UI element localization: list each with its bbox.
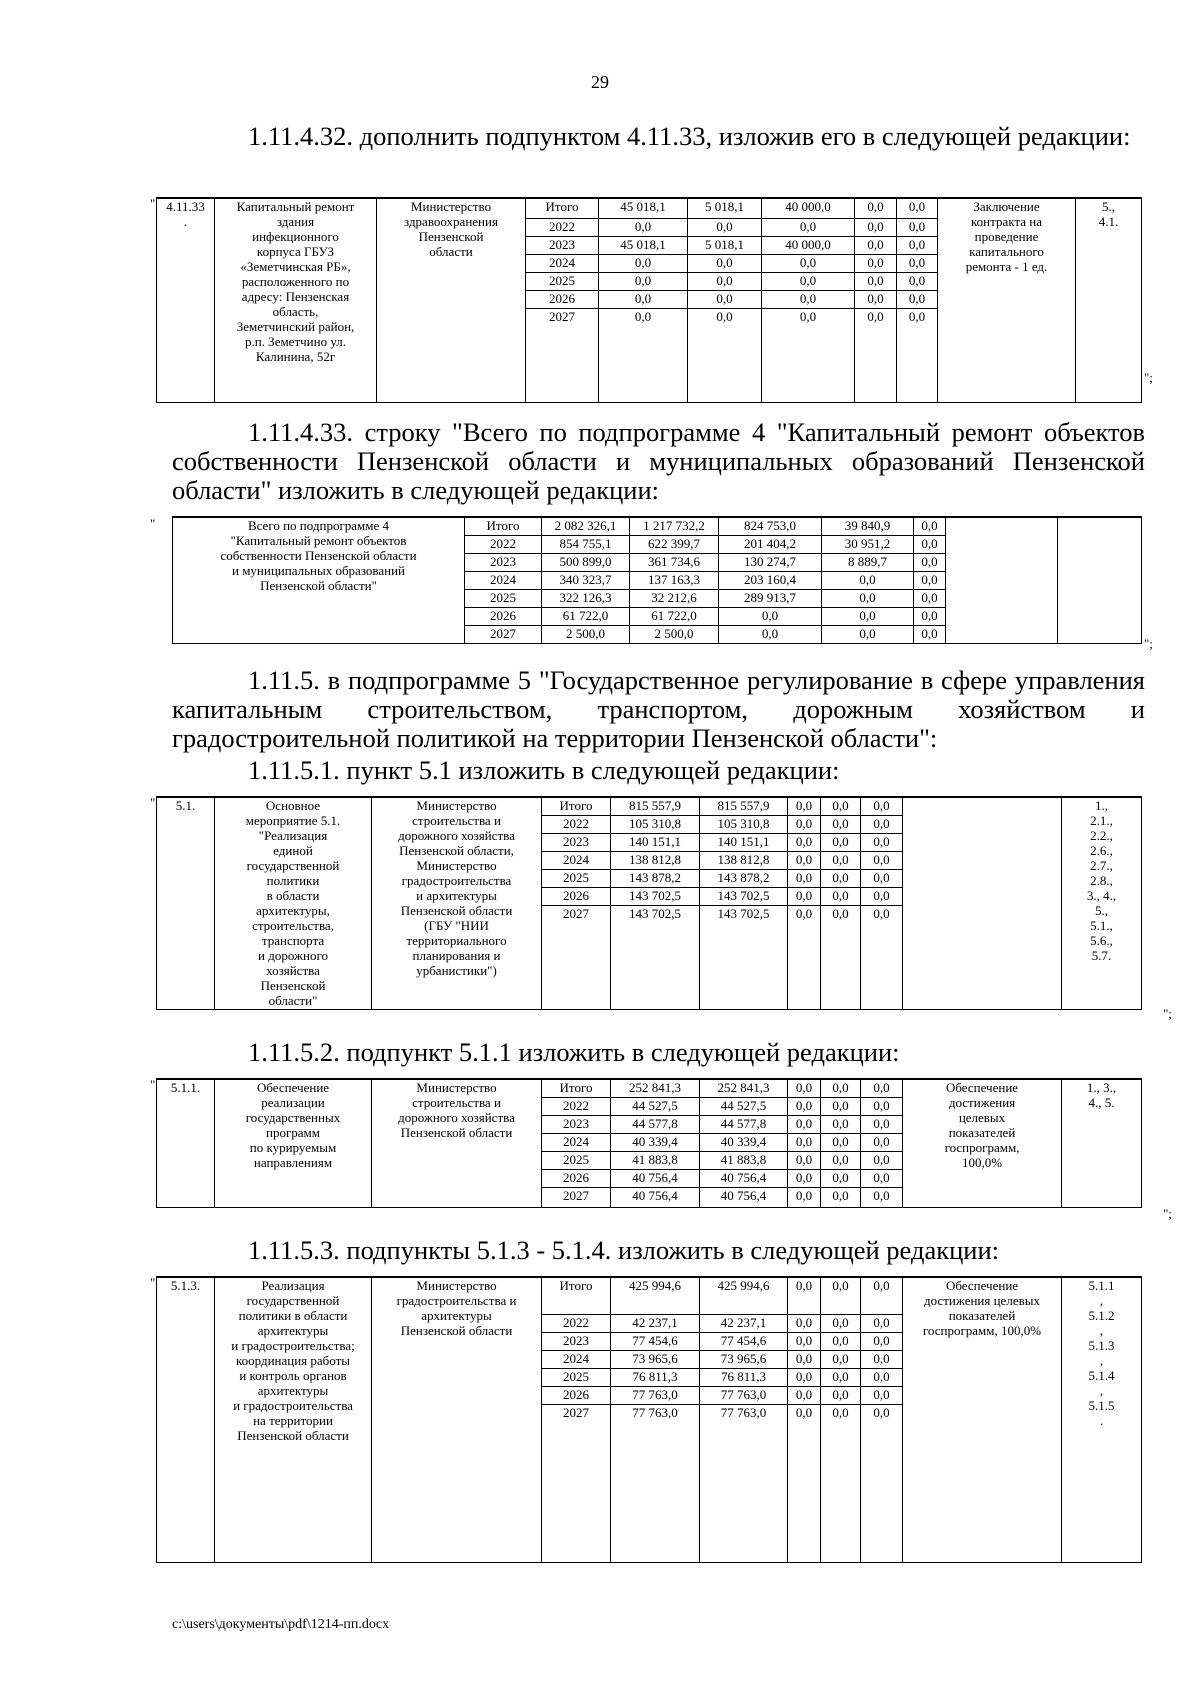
year-cell: 2025	[542, 1151, 611, 1169]
federal-budget-cell: 0,0	[788, 869, 821, 887]
total-cell: 425 994,6	[611, 1277, 700, 1314]
other-sources-cell: 0,0	[861, 1187, 903, 1207]
regional-budget-cell: 425 994,6	[700, 1277, 788, 1314]
municipal-budget-cell: 0,0	[821, 1314, 861, 1332]
municipal-budget-cell: 0,0	[855, 290, 897, 308]
year-cell: 2024	[526, 254, 599, 272]
year-cell: 2026	[526, 290, 599, 308]
footer-file-path: c:\users\документы\pdf\1214-пп.docx	[172, 1617, 390, 1632]
quote-open: "	[150, 795, 156, 810]
federal-budget-cell: 0,0	[788, 1133, 821, 1151]
regional-budget-cell: 252 841,3	[700, 1079, 788, 1097]
paragraph-text: 1.11.5.3. подпункты 5.1.3 - 5.1.4. изложить в следующей редакции:	[248, 1235, 999, 1265]
empty-result-cell	[946, 517, 1058, 643]
municipal-budget-cell: 8 889,7	[822, 553, 914, 571]
total-cell: 73 965,6	[611, 1350, 700, 1368]
regional-budget-cell: 42 237,1	[700, 1314, 788, 1332]
other-sources-cell: 0,0	[861, 851, 903, 869]
item-number: 5.1.3.	[157, 1277, 215, 1562]
regional-budget-cell: 44 577,8	[700, 1115, 788, 1133]
federal-budget-cell: 0,0	[762, 272, 855, 290]
empty-indicator-cell	[1058, 517, 1142, 643]
total-cell: 44 577,8	[611, 1115, 700, 1133]
total-cell: 77 454,6	[611, 1332, 700, 1350]
other-sources-cell: 0,0	[861, 1368, 903, 1386]
other-sources-cell: 0,0	[914, 535, 946, 553]
other-sources-cell: 0,0	[861, 1097, 903, 1115]
year-cell: 2024	[542, 851, 611, 869]
target-indicator-ref: 1., 3., 4., 5.	[1062, 1079, 1142, 1207]
item-name: Капитальный ремонт здания инфекционного корпуса ГБУЗ «Земетчинская РБ», расположенного по адресу: Пензенская область, Земетчинский район, р.п. Земетчино ул. Калинина, 52г	[215, 198, 377, 402]
regional-budget-cell: 137 163,3	[630, 571, 719, 589]
total-cell: 0,0	[599, 254, 688, 272]
other-sources-cell: 0,0	[861, 815, 903, 833]
municipal-budget-cell: 0,0	[821, 1079, 861, 1097]
paragraph-1-11-5-2	[172, 1038, 1145, 1067]
result-indicator: Обеспечение достижения целевых показателей госпрограмм, 100,0%	[903, 1079, 1062, 1207]
table-row	[157, 1079, 1142, 1097]
page-number: 29	[591, 72, 609, 92]
table-row	[157, 198, 1142, 218]
result-indicator: Заключение контракта на проведение капитального ремонта - 1 ед.	[938, 198, 1076, 402]
total-cell: 40 756,4	[611, 1187, 700, 1207]
total-cell: 143 702,5	[611, 887, 700, 905]
total-cell: 2 082 326,1	[542, 517, 630, 535]
federal-budget-cell: 40 000,0	[762, 198, 855, 218]
year-cell: 2027	[542, 1404, 611, 1562]
total-cell: 252 841,3	[611, 1079, 700, 1097]
municipal-budget-cell: 0,0	[821, 833, 861, 851]
municipal-budget-cell: 0,0	[821, 1277, 861, 1314]
federal-budget-cell: 0,0	[788, 815, 821, 833]
paragraph-text: 1.11.4.33. строку "Всего по подпрограмме 4 "Капитальный ремонт объектов собственности Пензенской области и муниципальных образований Пензенской области" изложить в следующей редакции:	[172, 417, 1145, 505]
year-cell: 2027	[542, 905, 611, 1009]
year-cell: 2025	[465, 589, 542, 607]
total-cell: 500 899,0	[542, 553, 630, 571]
federal-budget-cell: 0,0	[788, 833, 821, 851]
year-cell: 2025	[542, 1368, 611, 1386]
federal-budget-cell: 0,0	[762, 308, 855, 402]
municipal-budget-cell: 0,0	[821, 1151, 861, 1169]
year-cell: 2025	[526, 272, 599, 290]
regional-budget-cell: 40 756,4	[700, 1187, 788, 1207]
municipal-budget-cell: 0,0	[822, 607, 914, 625]
regional-budget-cell: 41 883,8	[700, 1151, 788, 1169]
total-cell: 40 756,4	[611, 1169, 700, 1187]
regional-budget-cell: 622 399,7	[630, 535, 719, 553]
year-cell: 2024	[542, 1133, 611, 1151]
total-cell: 322 126,3	[542, 589, 630, 607]
total-cell: 42 237,1	[611, 1314, 700, 1332]
federal-budget-cell: 0,0	[788, 1169, 821, 1187]
total-cell: 143 702,5	[611, 905, 700, 1009]
table-row	[173, 517, 1142, 535]
year-cell: 2022	[542, 1314, 611, 1332]
total-cell: 61 722,0	[542, 607, 630, 625]
table-4-11-33	[156, 197, 1142, 403]
other-sources-cell: 0,0	[861, 1404, 903, 1562]
regional-budget-cell: 138 812,8	[700, 851, 788, 869]
municipal-budget-cell: 0,0	[821, 1187, 861, 1207]
table-row	[157, 797, 1142, 815]
table-5-1	[156, 796, 1142, 1010]
year-cell: 2023	[542, 1332, 611, 1350]
municipal-budget-cell: 0,0	[821, 1169, 861, 1187]
paragraph-1-11-5-1	[172, 756, 1145, 785]
federal-budget-cell: 0,0	[762, 254, 855, 272]
municipal-budget-cell: 0,0	[821, 1404, 861, 1562]
total-cell: 105 310,8	[611, 815, 700, 833]
other-sources-cell: 0,0	[861, 1151, 903, 1169]
federal-budget-cell: 0,0	[788, 905, 821, 1009]
other-sources-cell: 0,0	[861, 1277, 903, 1314]
subprogram-total-name: Всего по подпрограмме 4 "Капитальный ремонт объектов собственности Пензенской области и муниципальных образований Пензенской области"	[173, 517, 465, 643]
federal-budget-cell: 0,0	[788, 851, 821, 869]
federal-budget-cell: 0,0	[719, 625, 822, 643]
regional-budget-cell: 77 454,6	[700, 1332, 788, 1350]
other-sources-cell: 0,0	[914, 625, 946, 643]
executor: Министерство строительства и дорожного хозяйства Пензенской области, Министерство градостроительства и архитектуры Пензенской области (ГБУ "НИИ территориального планирования и урбанистики")	[372, 797, 542, 1009]
paragraph-text: 1.11.5. в подпрограмме 5 "Государственное регулирование в сфере управления капитальным строительством, транспортом, дорожным хозяйством и градостроительной политикой на территории Пензенской области":	[172, 665, 1145, 753]
total-cell: 0,0	[599, 272, 688, 290]
federal-budget-cell: 289 913,7	[719, 589, 822, 607]
other-sources-cell: 0,0	[861, 1169, 903, 1187]
total-cell: 77 763,0	[611, 1386, 700, 1404]
other-sources-cell: 0,0	[914, 571, 946, 589]
executor: Министерство строительства и дорожного хозяйства Пензенской области	[372, 1079, 542, 1207]
municipal-budget-cell: 0,0	[821, 1133, 861, 1151]
item-name: Обеспечение реализации государственных программ по курируемым направлениям	[215, 1079, 372, 1207]
other-sources-cell: 0,0	[897, 254, 938, 272]
municipal-budget-cell: 39 840,9	[822, 517, 914, 535]
year-cell: 2023	[542, 1115, 611, 1133]
other-sources-cell: 0,0	[897, 290, 938, 308]
municipal-budget-cell: 0,0	[855, 218, 897, 236]
other-sources-cell: 0,0	[897, 198, 938, 218]
year-cell: Итого	[526, 198, 599, 218]
quote-open: "	[150, 196, 156, 211]
item-number: 5.1.1.	[157, 1079, 215, 1207]
regional-budget-cell: 143 702,5	[700, 887, 788, 905]
municipal-budget-cell: 0,0	[821, 1350, 861, 1368]
other-sources-cell: 0,0	[861, 1332, 903, 1350]
target-indicator-ref: 5.1.1 , 5.1.2 , 5.1.3 , 5.1.4 , 5.1.5 .	[1062, 1277, 1142, 1562]
quote-open: "	[150, 1077, 156, 1092]
municipal-budget-cell: 0,0	[855, 254, 897, 272]
federal-budget-cell: 40 000,0	[762, 236, 855, 254]
other-sources-cell: 0,0	[914, 553, 946, 571]
other-sources-cell: 0,0	[897, 236, 938, 254]
other-sources-cell: 0,0	[861, 887, 903, 905]
item-number: 5.1.	[157, 797, 215, 1009]
regional-budget-cell: 0,0	[688, 218, 762, 236]
regional-budget-cell: 77 763,0	[700, 1404, 788, 1562]
quote-close: ";	[1144, 370, 1153, 385]
quote-close: ";	[1163, 1006, 1172, 1021]
municipal-budget-cell: 30 951,2	[822, 535, 914, 553]
federal-budget-cell: 0,0	[788, 1404, 821, 1562]
regional-budget-cell: 0,0	[688, 290, 762, 308]
municipal-budget-cell: 0,0	[822, 625, 914, 643]
municipal-budget-cell: 0,0	[821, 1115, 861, 1133]
total-cell: 76 811,3	[611, 1368, 700, 1386]
federal-budget-cell: 201 404,2	[719, 535, 822, 553]
quote-open: "	[150, 1275, 156, 1290]
federal-budget-cell: 203 160,4	[719, 571, 822, 589]
total-cell: 77 763,0	[611, 1404, 700, 1562]
other-sources-cell: 0,0	[861, 1115, 903, 1133]
year-cell: 2025	[542, 869, 611, 887]
year-cell: 2022	[542, 1097, 611, 1115]
municipal-budget-cell: 0,0	[855, 236, 897, 254]
other-sources-cell: 0,0	[861, 905, 903, 1009]
quote-open: "	[150, 516, 156, 531]
year-cell: 2026	[542, 1386, 611, 1404]
year-cell: 2023	[542, 833, 611, 851]
result-indicator: Обеспечение достижения целевых показателей госпрограмм, 100,0%	[903, 1277, 1062, 1562]
paragraph-1-11-5-3	[172, 1236, 1145, 1265]
municipal-budget-cell: 0,0	[821, 851, 861, 869]
municipal-budget-cell: 0,0	[855, 198, 897, 218]
executor: Министерство градостроительства и архитектуры Пензенской области	[372, 1277, 542, 1562]
year-cell: 2026	[542, 1169, 611, 1187]
total-cell: 0,0	[599, 290, 688, 308]
table-5-1-1	[156, 1078, 1142, 1208]
other-sources-cell: 0,0	[897, 218, 938, 236]
federal-budget-cell: 0,0	[762, 218, 855, 236]
regional-budget-cell: 0,0	[688, 254, 762, 272]
total-cell: 0,0	[599, 218, 688, 236]
municipal-budget-cell: 0,0	[821, 887, 861, 905]
other-sources-cell: 0,0	[914, 607, 946, 625]
regional-budget-cell: 5 018,1	[688, 236, 762, 254]
total-cell: 140 151,1	[611, 833, 700, 851]
total-cell: 45 018,1	[599, 198, 688, 218]
table-row	[157, 1277, 1142, 1314]
federal-budget-cell: 0,0	[788, 1097, 821, 1115]
total-cell: 815 557,9	[611, 797, 700, 815]
federal-budget-cell: 0,0	[788, 1151, 821, 1169]
total-cell: 45 018,1	[599, 236, 688, 254]
other-sources-cell: 0,0	[861, 797, 903, 815]
target-indicator-ref: 1., 2.1., 2.2., 2.6., 2.7., 2.8., 3., 4., 5., 5.1., 5.6., 5.7.	[1062, 797, 1142, 1009]
paragraph-1-11-5	[172, 666, 1145, 753]
other-sources-cell: 0,0	[861, 1350, 903, 1368]
total-cell: 0,0	[599, 308, 688, 402]
total-cell: 41 883,8	[611, 1151, 700, 1169]
year-cell: 2027	[465, 625, 542, 643]
municipal-budget-cell: 0,0	[822, 589, 914, 607]
federal-budget-cell: 0,0	[788, 1277, 821, 1314]
other-sources-cell: 0,0	[914, 589, 946, 607]
paragraph-1-11-4-32	[172, 122, 1145, 151]
federal-budget-cell: 0,0	[762, 290, 855, 308]
year-cell: 2024	[465, 571, 542, 589]
other-sources-cell: 0,0	[861, 1079, 903, 1097]
regional-budget-cell: 40 756,4	[700, 1169, 788, 1187]
item-number: 4.11.33 .	[157, 198, 215, 402]
total-cell: 138 812,8	[611, 851, 700, 869]
federal-budget-cell: 0,0	[788, 887, 821, 905]
regional-budget-cell: 0,0	[688, 272, 762, 290]
municipal-budget-cell: 0,0	[821, 869, 861, 887]
municipal-budget-cell: 0,0	[822, 571, 914, 589]
regional-budget-cell: 5 018,1	[688, 198, 762, 218]
regional-budget-cell: 40 339,4	[700, 1133, 788, 1151]
other-sources-cell: 0,0	[861, 1133, 903, 1151]
total-cell: 340 323,7	[542, 571, 630, 589]
regional-budget-cell: 140 151,1	[700, 833, 788, 851]
federal-budget-cell: 0,0	[788, 1368, 821, 1386]
regional-budget-cell: 61 722,0	[630, 607, 719, 625]
year-cell: 2022	[542, 815, 611, 833]
other-sources-cell: 0,0	[897, 272, 938, 290]
municipal-budget-cell: 0,0	[821, 815, 861, 833]
federal-budget-cell: 824 753,0	[719, 517, 822, 535]
year-cell: 2024	[542, 1350, 611, 1368]
municipal-budget-cell: 0,0	[855, 272, 897, 290]
year-cell: 2026	[542, 887, 611, 905]
table-5-1-3	[156, 1276, 1142, 1563]
federal-budget-cell: 0,0	[788, 1187, 821, 1207]
year-cell: 2022	[526, 218, 599, 236]
year-cell: 2023	[465, 553, 542, 571]
table-total-subprogram-4	[172, 516, 1142, 644]
municipal-budget-cell: 0,0	[855, 308, 897, 402]
paragraph-text: 1.11.5.2. подпункт 5.1.1 изложить в следующей редакции:	[248, 1037, 900, 1067]
federal-budget-cell: 0,0	[788, 1314, 821, 1332]
year-cell: 2023	[526, 236, 599, 254]
regional-budget-cell: 0,0	[688, 308, 762, 402]
federal-budget-cell: 130 274,7	[719, 553, 822, 571]
regional-budget-cell: 73 965,6	[700, 1350, 788, 1368]
total-cell: 44 527,5	[611, 1097, 700, 1115]
target-indicator-ref: 5., 4.1.	[1076, 198, 1142, 402]
federal-budget-cell: 0,0	[788, 1332, 821, 1350]
regional-budget-cell: 143 702,5	[700, 905, 788, 1009]
municipal-budget-cell: 0,0	[821, 1332, 861, 1350]
paragraph-text: 1.11.4.32. дополнить подпунктом 4.11.33, изложив его в следующей редакции:	[248, 121, 1131, 151]
total-cell: 143 878,2	[611, 869, 700, 887]
federal-budget-cell: 0,0	[788, 1386, 821, 1404]
municipal-budget-cell: 0,0	[821, 905, 861, 1009]
paragraph-text: 1.11.5.1. пункт 5.1 изложить в следующей редакции:	[248, 755, 840, 785]
year-cell: 2026	[465, 607, 542, 625]
other-sources-cell: 0,0	[861, 869, 903, 887]
year-cell: 2027	[526, 308, 599, 402]
total-cell: 2 500,0	[542, 625, 630, 643]
result-indicator	[903, 797, 1062, 1009]
regional-budget-cell: 143 878,2	[700, 869, 788, 887]
quote-close: ";	[1163, 1206, 1172, 1221]
year-cell: 2022	[465, 535, 542, 553]
other-sources-cell: 0,0	[861, 1386, 903, 1404]
federal-budget-cell: 0,0	[788, 1115, 821, 1133]
other-sources-cell: 0,0	[861, 1314, 903, 1332]
federal-budget-cell: 0,0	[788, 797, 821, 815]
total-cell: 854 755,1	[542, 535, 630, 553]
year-cell: Итого	[542, 797, 611, 815]
item-name: Реализация государственной политики в области архитектуры и градостроительства; координация работы и контроль органов архитектуры и градостроительства на территории Пензенской области	[215, 1277, 372, 1562]
federal-budget-cell: 0,0	[788, 1350, 821, 1368]
year-cell: 2027	[542, 1187, 611, 1207]
municipal-budget-cell: 0,0	[821, 1386, 861, 1404]
regional-budget-cell: 815 557,9	[700, 797, 788, 815]
federal-budget-cell: 0,0	[719, 607, 822, 625]
regional-budget-cell: 76 811,3	[700, 1368, 788, 1386]
regional-budget-cell: 1 217 732,2	[630, 517, 719, 535]
regional-budget-cell: 361 734,6	[630, 553, 719, 571]
paragraph-1-11-4-33	[172, 418, 1145, 505]
year-cell: Итого	[542, 1079, 611, 1097]
item-name: Основное мероприятие 5.1. "Реализация единой государственной политики в области архитектуры, строительства, транспорта и дорожного хозяйства Пензенской области"	[215, 797, 372, 1009]
municipal-budget-cell: 0,0	[821, 1368, 861, 1386]
other-sources-cell: 0,0	[914, 517, 946, 535]
executor: Министерство здравоохранения Пензенской области	[377, 198, 526, 402]
regional-budget-cell: 77 763,0	[700, 1386, 788, 1404]
quote-close: ";	[1144, 636, 1153, 651]
regional-budget-cell: 32 212,6	[630, 589, 719, 607]
other-sources-cell: 0,0	[897, 308, 938, 402]
federal-budget-cell: 0,0	[788, 1079, 821, 1097]
year-cell: Итого	[542, 1277, 611, 1314]
regional-budget-cell: 44 527,5	[700, 1097, 788, 1115]
regional-budget-cell: 2 500,0	[630, 625, 719, 643]
regional-budget-cell: 105 310,8	[700, 815, 788, 833]
year-cell: Итого	[465, 517, 542, 535]
municipal-budget-cell: 0,0	[821, 1097, 861, 1115]
total-cell: 40 339,4	[611, 1133, 700, 1151]
other-sources-cell: 0,0	[861, 833, 903, 851]
municipal-budget-cell: 0,0	[821, 797, 861, 815]
